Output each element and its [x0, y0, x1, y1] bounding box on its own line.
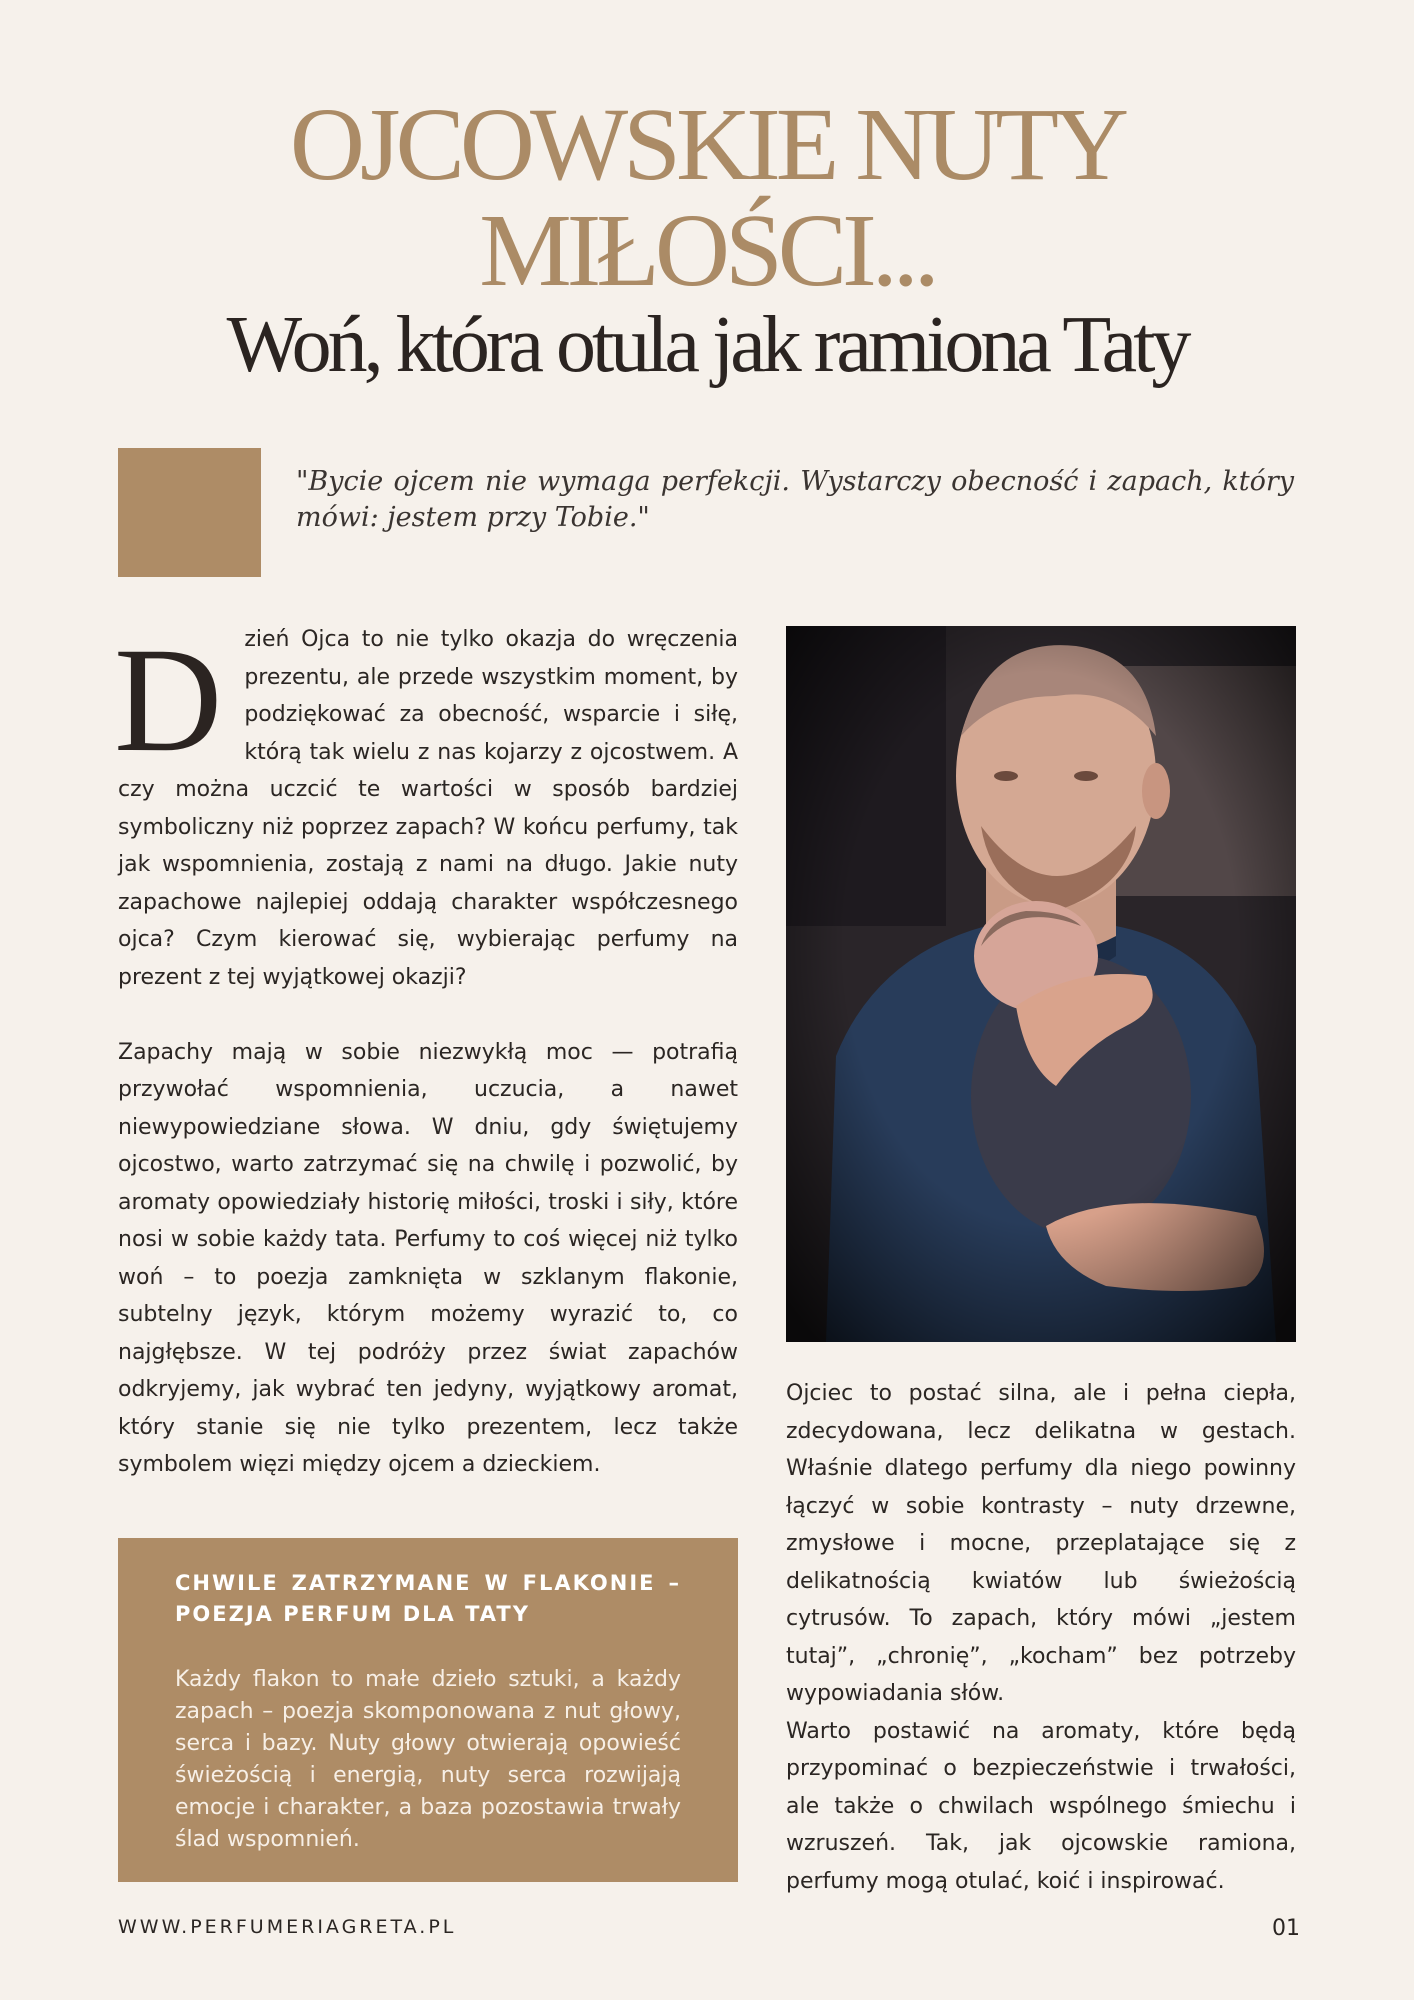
decorative-square [118, 448, 261, 577]
right-paragraph-2: Warto postawić na aromaty, które będą przypominać o bezpieczeństwie i trwałości, ale także o chwilach wspólnego śmiechu i wzruszeń. Tak, jak ojcowskie ramiona, perfumy mogą otulać, koić i inspirować. [786, 1718, 1296, 1894]
intro-paragraph-1-text: zień Ojca to nie tylko okazja do wręczenia prezentu, ale przede wszystkim moment, by podziękować za obecność, wsparcie i siłę, którą tak wielu z nas kojarzy z ojcostwem. A czy można uczcić te wartości w sposób bardziej symboliczny niż poprzez zapach? W końcu perfumy, tak jak wspomnienia, zostają z nami na długo. Jakie nuty zapachowe najlepiej oddają charakter współczesnego ojca? Czym kierować się, wybierając perfumy na prezent z tej wyjątkowej okazji? [118, 627, 738, 990]
right-paragraph-1: Ojciec to postać silna, ale i pełna ciepła, zdecydowana, lecz delikatna w gestach. Właśnie dlatego perfumy dla niego powinny łączyć w sobie kontrasty – nuty drzewne, zmysłowe i mocne, przeplatające się z delikatnością kwiatów lub świeżością cytrusów. To zapach, który mówi „jestem tutaj”, „chronię”, „kocham” bez potrzeby wypowiadania słów. [786, 1381, 1296, 1706]
title-line-2: MIŁOŚCI... [479, 193, 935, 308]
intro-column [114, 617, 738, 1484]
highlight-box-text: Każdy flakon to małe dzieło sztuki, a każdy zapach – poezja skomponowana z nut głowy, serca i bazy. Nuty głowy otwierają opowieść świeżością i energią, nuty serca rozwijają emocje i charakter, a baza pozostawia trwały ślad wspomnień. [175, 1667, 681, 1852]
pull-quote: "Bycie ojcem nie wymaga perfekcji. Wystarczy obecność i zapach, który mówi: jestem przy Tobie." [296, 466, 1294, 533]
father-baby-photo [786, 626, 1296, 1342]
highlight-box [118, 1538, 738, 1882]
photo-illustration [786, 626, 1296, 1342]
intro-paragraph-1 [114, 617, 738, 996]
footer-website-link[interactable]: WWW.PERFUMERIAGRETA.PL [118, 1916, 457, 1938]
highlight-box-title: CHWILE ZATRZYMANE W FLAKONIE – POEZJA PERFUM DLA TATY [175, 1571, 681, 1626]
page-number: 01 [1272, 1916, 1300, 1941]
drop-cap: D [114, 617, 223, 783]
page-title [0, 87, 1414, 308]
intro-paragraph-2: Zapachy mają w sobie niezwykłą moc — potrafią przywołać wspomnienia, uczucia, a nawet niewypowiedziane słowa. W dniu, gdy świętujemy ojcostwo, warto zatrzymać się na chwilę i pozwolić, by aromaty opowiedziały historię miłości, troski i siły, które nosi w sobie każdy tata. Perfumy to coś więcej niż tylko woń – to poezja zamknięta w szklanym flakonie, subtelny język, którym możemy wyrazić to, co najgłębsze. W tej podróży przez świat zapachów odkryjemy, jak wybrać ten jedyny, wyjątkowy aromat, który stanie się nie tylko prezentem, lecz także symbolem więzi między ojcem a dzieckiem. [118, 1039, 738, 1477]
right-column [786, 1375, 1296, 1900]
page-subtitle: Woń, która otula jak ramiona Taty [226, 301, 1188, 389]
title-line-1: OJCOWSKIE NUTY [289, 87, 1125, 202]
